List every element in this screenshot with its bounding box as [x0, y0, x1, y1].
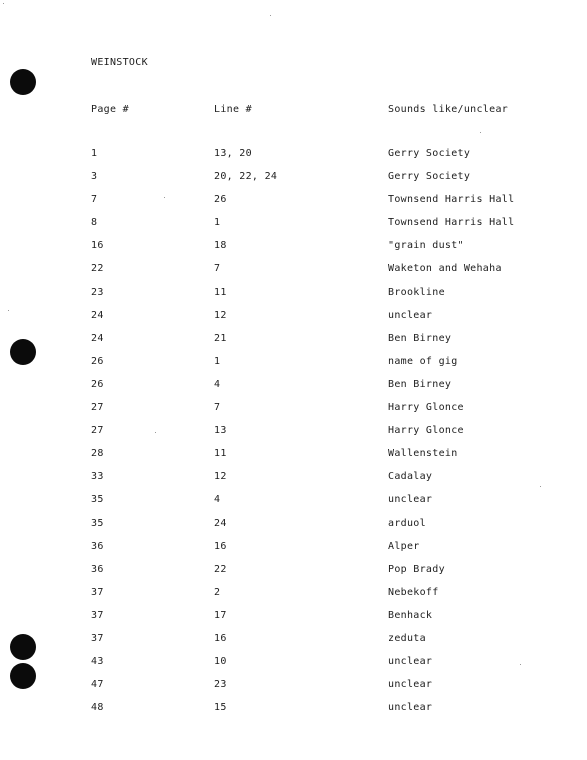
line-number: 22: [214, 563, 227, 575]
line-number: 23: [214, 679, 227, 691]
page-number: 48: [91, 702, 104, 714]
table-row: [0, 610, 587, 633]
table-row: [0, 379, 587, 402]
sounds-like-text: unclear: [388, 309, 433, 321]
line-number: 24: [214, 517, 227, 529]
line-number: 20, 22, 24: [214, 171, 278, 183]
line-number: 18: [214, 240, 227, 252]
sounds-like-text: unclear: [388, 656, 433, 668]
header-page: Page #: [91, 104, 129, 115]
page-number: 26: [91, 378, 104, 390]
table-row: [0, 310, 587, 333]
sounds-like-text: name of gig: [388, 355, 458, 367]
table-row: [0, 425, 587, 448]
sounds-like-text: Cadalay: [388, 471, 433, 483]
sounds-like-text: "grain dust": [388, 240, 464, 252]
table-row: [0, 148, 587, 171]
sounds-like-text: Ben Birney: [388, 378, 452, 390]
punch-hole: [10, 69, 36, 95]
line-number: 26: [214, 194, 227, 206]
header-sounds-like: Sounds like/unclear: [388, 104, 509, 115]
page-number: 43: [91, 656, 104, 668]
page-number: 24: [91, 309, 104, 321]
table-row: [0, 240, 587, 263]
table-row: [0, 633, 587, 656]
sounds-like-text: zeduta: [388, 632, 426, 644]
page-number: 35: [91, 517, 104, 529]
sounds-like-text: Harry Glonce: [388, 425, 464, 437]
table-row: [0, 217, 587, 240]
table-row: [0, 518, 587, 541]
line-number: 15: [214, 702, 227, 714]
line-number: 7: [214, 263, 221, 275]
table-row: [0, 171, 587, 194]
sounds-like-text: Alper: [388, 540, 420, 552]
line-number: 13, 20: [214, 148, 252, 159]
table-row: [0, 333, 587, 356]
line-number: 10: [214, 656, 227, 668]
paper-speck: [3, 3, 4, 4]
table-row: [0, 356, 587, 379]
table-row: [0, 587, 587, 610]
line-number: 17: [214, 609, 227, 621]
page-number: 36: [91, 563, 104, 575]
paper-speck: [480, 132, 481, 133]
page-number: 7: [91, 194, 98, 206]
line-number: 11: [214, 286, 227, 298]
page-number: 23: [91, 286, 104, 298]
page-number: 35: [91, 494, 104, 506]
line-number: 4: [214, 494, 221, 506]
page-number: 26: [91, 355, 104, 367]
table-row: [0, 564, 587, 587]
sounds-like-text: Ben Birney: [388, 332, 452, 344]
page-number: 37: [91, 586, 104, 598]
line-number: 4: [214, 378, 221, 390]
sounds-like-text: Waketon and Wehaha: [388, 263, 502, 275]
line-number: 13: [214, 425, 227, 437]
sounds-like-text: unclear: [388, 679, 433, 691]
table-row: [0, 263, 587, 286]
line-number: 12: [214, 471, 227, 483]
page-number: 16: [91, 240, 104, 252]
table-row: [0, 471, 587, 494]
sounds-like-text: Wallenstein: [388, 448, 458, 460]
page-number: 28: [91, 448, 104, 460]
sounds-like-text: arduol: [388, 517, 426, 529]
table-row: [0, 494, 587, 517]
line-number: 16: [214, 632, 227, 644]
page-number: 22: [91, 263, 104, 275]
line-number: 12: [214, 309, 227, 321]
page-number: 27: [91, 425, 104, 437]
page-number: 33: [91, 471, 104, 483]
line-number: 1: [214, 217, 221, 229]
table-row: [0, 194, 587, 217]
table-row: [0, 402, 587, 425]
line-number: 7: [214, 402, 221, 414]
line-number: 11: [214, 448, 227, 460]
page-number: 24: [91, 332, 104, 344]
line-number: 16: [214, 540, 227, 552]
sounds-like-text: unclear: [388, 702, 433, 714]
sounds-like-text: Nebekoff: [388, 586, 439, 598]
line-number: 2: [214, 586, 221, 598]
page-number: 47: [91, 679, 104, 691]
sounds-like-text: Harry Glonce: [388, 402, 464, 414]
page-number: 27: [91, 402, 104, 414]
document-title: WEINSTOCK: [91, 57, 148, 68]
page-number: 3: [91, 171, 98, 183]
table-row: [0, 656, 587, 679]
table-row: [0, 448, 587, 471]
table-row: [0, 702, 587, 725]
sounds-like-text: Gerry Society: [388, 171, 471, 183]
sounds-like-text: Pop Brady: [388, 563, 445, 575]
page-number: 37: [91, 609, 104, 621]
paper-speck: [270, 15, 271, 16]
header-line: Line #: [214, 104, 252, 115]
page-number: 36: [91, 540, 104, 552]
line-number: 1: [214, 355, 221, 367]
sounds-like-text: Benhack: [388, 609, 433, 621]
line-number: 21: [214, 332, 227, 344]
sounds-like-text: Gerry Society: [388, 148, 471, 159]
table-row: [0, 679, 587, 702]
table-row: [0, 287, 587, 310]
page-number: 1: [91, 148, 98, 159]
page-number: 37: [91, 632, 104, 644]
sounds-like-text: Townsend Harris Hall: [388, 217, 515, 229]
sounds-like-text: Brookline: [388, 286, 445, 298]
page-number: 8: [91, 217, 98, 229]
sounds-like-text: unclear: [388, 494, 433, 506]
sounds-like-text: Townsend Harris Hall: [388, 194, 515, 206]
table-row: [0, 541, 587, 564]
table-body: [0, 148, 587, 725]
